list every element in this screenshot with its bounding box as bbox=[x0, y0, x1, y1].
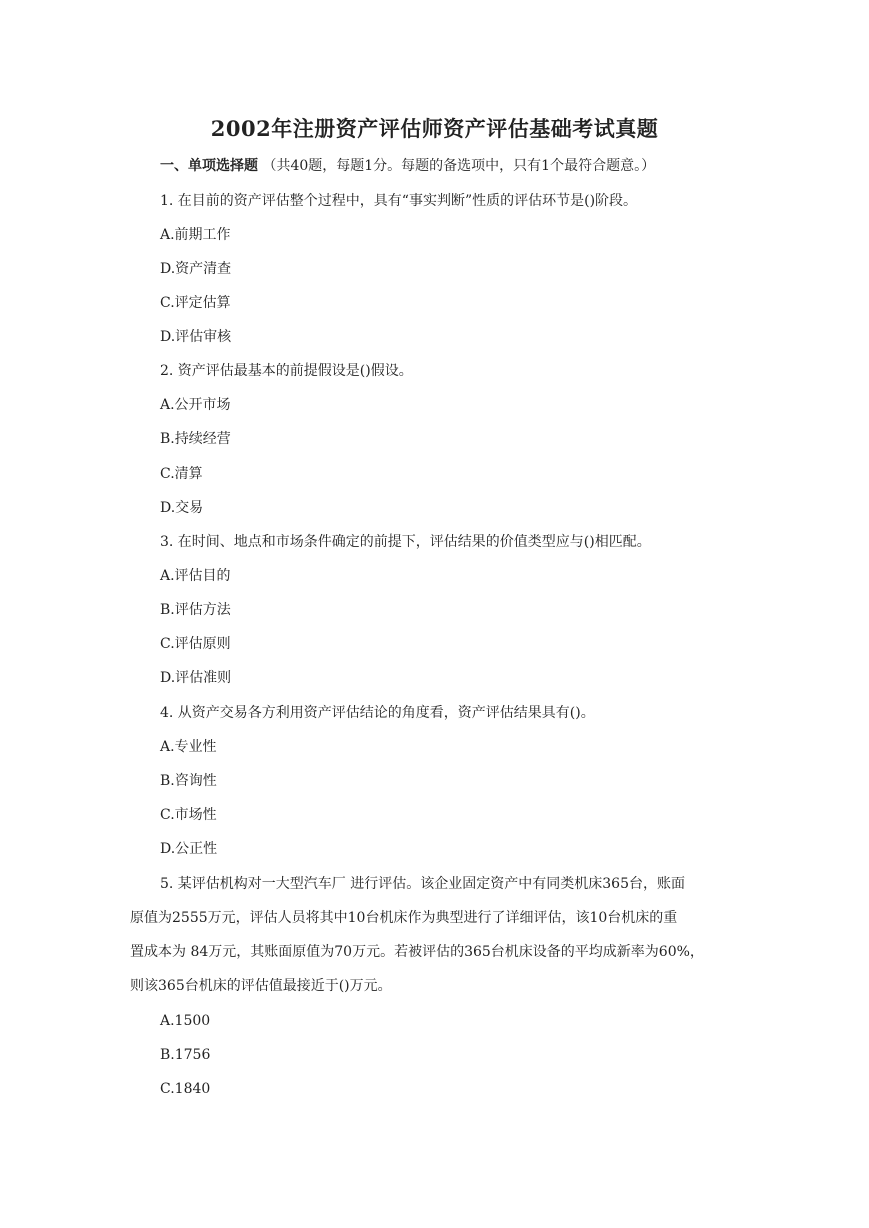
question-4-stem: 4. 从资产交易各方利用资产评估结论的角度看，资产评估结果具有()。 bbox=[160, 705, 595, 721]
question-5-stem-line-3: 置成本为 84万元，其账面原值为70万元。若被评估的365台机床设备的平均成新率为60%， bbox=[130, 944, 704, 960]
question-3-option-b: B.评估方法 bbox=[160, 602, 231, 618]
document-title: 2002年注册资产评估师资产评估基础考试真题 bbox=[210, 116, 659, 141]
question-5-option-a: A.1500 bbox=[160, 1013, 211, 1029]
section-heading-label: 一、单项选择题 bbox=[160, 158, 258, 174]
section-heading bbox=[160, 156, 655, 176]
question-3-option-c: C.评估原则 bbox=[160, 636, 231, 652]
question-5-option-b: B.1756 bbox=[160, 1047, 211, 1063]
question-2-option-b: B.持续经营 bbox=[160, 431, 231, 447]
question-2-option-d: D.交易 bbox=[160, 500, 204, 516]
question-4-option-a: A.专业性 bbox=[160, 739, 217, 755]
question-5-stem-line-4: 则该365台机床的评估值最接近于()万元。 bbox=[130, 978, 392, 994]
question-2-stem: 2. 资产评估最基本的前提假设是()假设。 bbox=[160, 363, 413, 379]
question-5-option-c: C.1840 bbox=[160, 1081, 211, 1097]
question-4-option-c: C.市场性 bbox=[160, 807, 217, 823]
question-5-stem-line-2: 原值为2555万元，评估人员将其中10台机床作为典型进行了详细评估，该10台机床的重 bbox=[130, 910, 678, 926]
question-1-option-a: A.前期工作 bbox=[160, 227, 231, 243]
question-4-option-d: D.公正性 bbox=[160, 841, 218, 857]
question-2-option-c: C.清算 bbox=[160, 466, 203, 482]
question-3-option-a: A.评估目的 bbox=[160, 568, 231, 584]
question-1-option-b: D.资产清查 bbox=[160, 261, 232, 277]
section-heading-note: （共40题，每题1分。每题的备选项中，只有1个最符合题意。） bbox=[262, 158, 656, 174]
question-1-stem: 1. 在目前的资产评估整个过程中，具有“事实判断”性质的评估环节是()阶段。 bbox=[160, 193, 638, 209]
question-1-option-c: C.评定估算 bbox=[160, 295, 231, 311]
question-5-stem-line-1: 5. 某评估机构对一大型汽车厂 进行评估。该企业固定资产中有同类机床365台，账面 bbox=[160, 876, 685, 892]
question-3-option-d: D.评估准则 bbox=[160, 670, 232, 686]
question-4-option-b: B.咨询性 bbox=[160, 773, 217, 789]
question-2-option-a: A.公开市场 bbox=[160, 397, 231, 413]
question-3-stem: 3. 在时间、地点和市场条件确定的前提下，评估结果的价值类型应与()相匹配。 bbox=[160, 534, 651, 550]
question-1-option-d: D.评估审核 bbox=[160, 329, 232, 345]
